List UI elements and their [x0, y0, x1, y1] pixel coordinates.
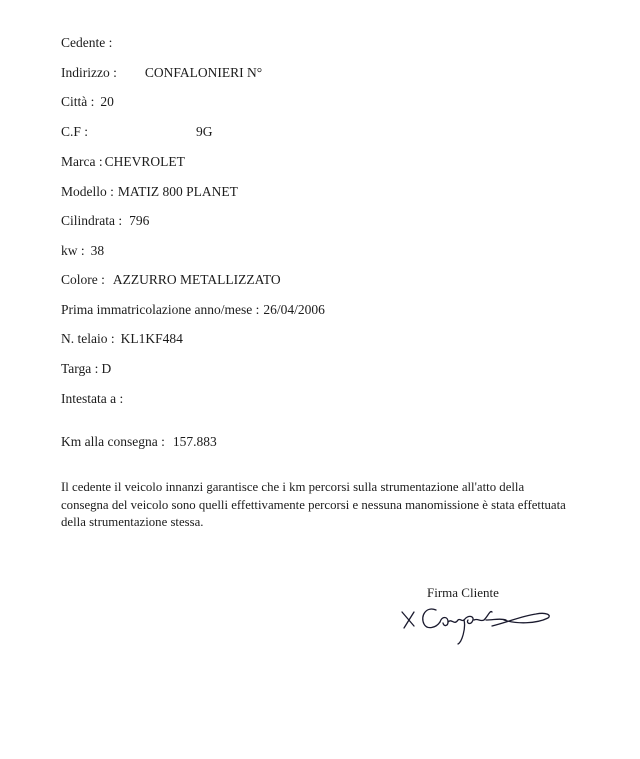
field-value: D [101, 361, 112, 376]
field-separator: : [157, 434, 165, 449]
field-cf [61, 124, 213, 140]
field-modello [61, 184, 238, 200]
field-label: C.F [61, 124, 81, 139]
field-separator: : [95, 154, 103, 169]
statement-line: Il cedente il veicolo innanzi garantisce che i km percorsi sulla strumentazione all'atto della [61, 480, 525, 494]
field-separator: : [252, 302, 260, 317]
field-citta [61, 94, 114, 110]
field-label: Cedente [61, 35, 106, 50]
field-label: Indirizzo [61, 65, 110, 80]
field-n-telaio [61, 331, 183, 347]
field-kw [61, 243, 104, 259]
firma-label: Firma Cliente [427, 585, 499, 600]
field-separator: : [97, 272, 105, 287]
field-label: Intestata a [61, 391, 117, 406]
field-km-alla-consegna [61, 434, 217, 450]
field-value: CONFALONIERI N° [144, 65, 263, 80]
field-label: Cilindrata [61, 213, 115, 228]
statement-paragraph [61, 479, 581, 532]
field-label: Km alla consegna [61, 434, 158, 449]
field-value: 20 [100, 94, 114, 109]
field-targa [61, 361, 111, 377]
field-separator: : [91, 361, 99, 376]
field-separator: : [106, 184, 114, 199]
field-value: 157.883 [172, 434, 217, 449]
field-label: Modello [61, 184, 107, 199]
field-cedente [61, 35, 112, 51]
field-label: Targa [61, 361, 92, 376]
statement-line: consegna del veicolo sono quelli effettivamente percorsi e nessuna manomissione è stata effettuata [61, 497, 566, 512]
field-label: Prima immatricolazione anno/mese [61, 302, 253, 317]
field-value: 26/04/2006 [263, 302, 325, 317]
field-indirizzo [61, 65, 262, 81]
field-separator: : [77, 243, 85, 258]
field-value: AZZURRO METALLIZZATO [112, 272, 281, 287]
field-value: MATIZ 800 PLANET [117, 184, 238, 199]
statement-line: della strumentazione stessa. [61, 515, 204, 529]
field-value: 796 [129, 213, 150, 228]
field-separator: : [116, 391, 124, 406]
field-label: Marca [61, 154, 96, 169]
field-label: kw [61, 243, 78, 258]
field-separator: : [80, 124, 89, 139]
field-separator: : [105, 35, 113, 50]
field-value: CHEVROLET [104, 154, 185, 169]
field-label: N. telaio [61, 331, 108, 346]
field-intestata-a [61, 391, 123, 407]
field-separator: : [115, 213, 123, 228]
field-prima-immatricolazione [61, 302, 325, 318]
field-label: Colore [61, 272, 98, 287]
field-colore [61, 272, 281, 288]
field-label: Città [61, 94, 88, 109]
field-value: 38 [90, 243, 105, 258]
field-value: 9G [196, 124, 213, 139]
customer-signature [396, 598, 556, 646]
field-separator: : [109, 65, 117, 80]
field-separator: : [107, 331, 115, 346]
field-cilindrata [61, 213, 149, 229]
field-separator: : [87, 94, 95, 109]
field-value: KL1KF484 [120, 331, 183, 346]
field-marca [61, 154, 185, 170]
